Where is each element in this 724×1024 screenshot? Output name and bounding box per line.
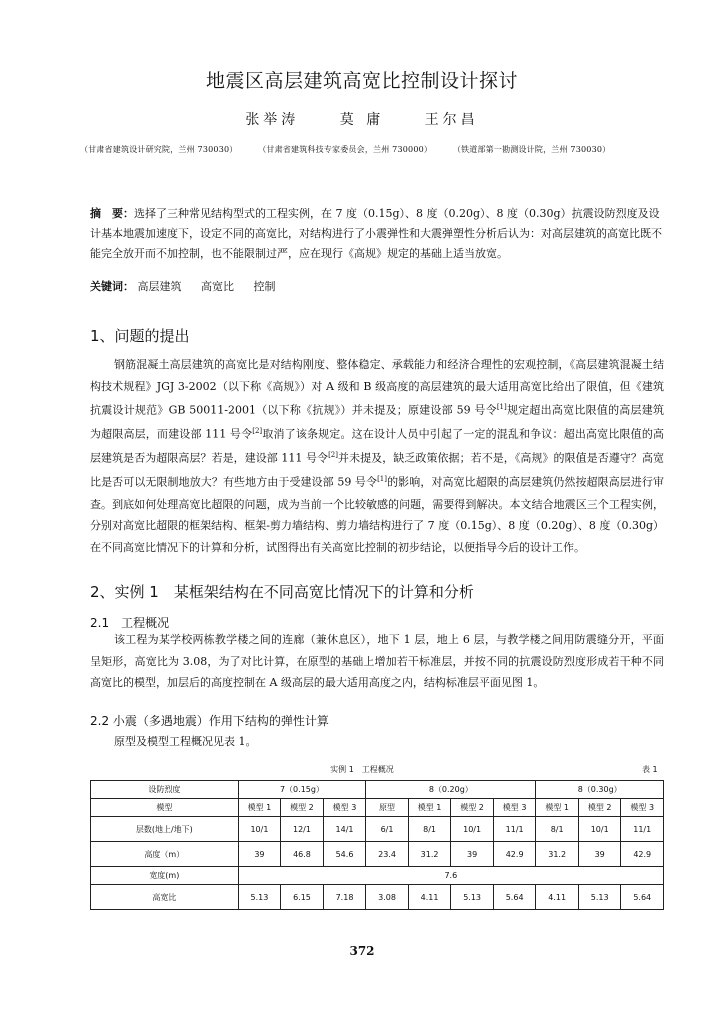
page-number: 372 [349, 944, 375, 958]
table-row [91, 885, 664, 910]
author-name: 张举涛 [245, 112, 300, 128]
table-cell: 42.9 [493, 842, 536, 867]
table-row [91, 817, 664, 842]
section-1-heading: 1、问题的提出 [90, 327, 190, 345]
table-cell: 46.8 [281, 842, 324, 867]
affiliation: （甘肃省建筑科技专家委员会，兰州 730000） [258, 145, 433, 154]
table-header-cell: 模型 3 [493, 799, 536, 817]
table-header-cell: 模型 2 [451, 799, 494, 817]
keyword: 高层建筑 [137, 280, 182, 293]
body-text: 取消了该条规定。这在设计人员中引起了一定的混乱和争议：超出高宽比限值的高层建筑是否为超限高层？若是，建设部 111 号令 [90, 427, 664, 465]
table-cell: 5.64 [621, 885, 664, 910]
table-header-cell: 模型 3 [323, 799, 366, 817]
table-cell: 8/1 [408, 817, 451, 842]
table-cell: 12/1 [281, 817, 324, 842]
section-2-heading: 2、实例 1 某框架结构在不同高宽比情况下的计算和分析 [90, 583, 474, 601]
table-header-cell: 模型 1 [238, 799, 281, 817]
section-1-body [90, 354, 664, 558]
table-header-cell: 模型 2 [281, 799, 324, 817]
table-header-cell: 模型 [91, 799, 239, 817]
table-cell: 3.08 [366, 885, 409, 910]
table-header-cell: 模型 1 [408, 799, 451, 817]
table-header-cell: 7（0.15g） [238, 781, 366, 799]
table-cell: 54.6 [323, 842, 366, 867]
table-header-cell: 模型 2 [578, 799, 621, 817]
table-row [91, 799, 664, 817]
subsection-2-2-heading: 2.2 小震（多遇地震）作用下结构的弹性计算 [90, 714, 329, 728]
body-text: 钢筋混凝土高层建筑的高宽比是对结构刚度、整体稳定、承载能力和经济合理性的宏观控制，《高层建筑混凝土结构技术规程》JGJ 3-2002（以下称《高规》）对 A 级和 B 级高度的高层建筑的最大适用高宽比给出了限值，但《建筑抗震设计规范》GB 50011-2001（以下称《抗规》）并未提及；原建设部 59 号令 [90, 358, 664, 417]
keywords-label: 关键词： [90, 280, 134, 293]
citation: [2] [252, 427, 263, 436]
table-cell: 6.15 [281, 885, 324, 910]
keywords [90, 278, 292, 294]
table-header-cell: 模型 3 [621, 799, 664, 817]
table-cell: 7.6 [238, 867, 663, 885]
affiliation: （铁道部第一勘测设计院，兰州 730030） [452, 145, 611, 154]
table-cell: 39 [238, 842, 281, 867]
table-cell: 5.13 [578, 885, 621, 910]
table-label: 表 1 [642, 765, 658, 774]
body-text: 的影响，对高宽比超限的高层建筑仍然按超限高层进行审查。到底如何处理高宽比超限的问题，成为当前一个比较敏感的问题，需要得到解决。本文结合地震区三个工程实例，分别对高宽比超限的框架结构、框架-剪力墙结构、剪力墙结构进行了 7 度（0.15g）、8 度（0.20g）、8 度（0.30g）在不同高宽比情况下的计算和分析，试图得出有关高宽比控制的初步结论，以便指导今后的设计工作。 [90, 476, 664, 554]
table-cell: 11/1 [621, 817, 664, 842]
abstract [90, 204, 664, 264]
author-list [0, 109, 724, 129]
table-cell: 14/1 [323, 817, 366, 842]
table-cell: 42.9 [621, 842, 664, 867]
table-header-cell: 8（0.20g） [366, 781, 536, 799]
table-row [91, 781, 664, 799]
table-cell: 4.11 [536, 885, 579, 910]
table-header-cell: 设防烈度 [91, 781, 239, 799]
table-cell: 10/1 [451, 817, 494, 842]
table-cell: 11/1 [493, 817, 536, 842]
table-cell: 10/1 [238, 817, 281, 842]
subsection-2-2-body: 原型及模型工程概况见表 1。 [114, 735, 257, 748]
keyword: 控制 [253, 280, 276, 293]
table-header-cell: 8（0.30g） [536, 781, 664, 799]
table-cell: 8/1 [536, 817, 579, 842]
table-row [91, 842, 664, 867]
keyword: 高宽比 [201, 280, 234, 293]
table-row-label: 宽度(m) [91, 867, 239, 885]
subsection-2-1-heading: 2.1 工程概况 [90, 616, 170, 630]
abstract-text: 选择了三种常见结构型式的工程实例，在 7 度（0.15g）、8 度（0.20g）、8 度（0.30g）抗震设防烈度及设计基本地震加速度下，设定不同的高宽比，对结构进行了小震弹性和大震弹塑性分析后认为：对高层建筑的高宽比既不能完全放开而不加控制，也不能限制过严，应在现行《高规》规定的基础上适当放宽。 [90, 207, 662, 260]
table-1 [90, 780, 664, 910]
table-caption: 实例 1 工程概况 [330, 765, 394, 774]
body-text: 并未提及，缺乏政策依据；若不是，《高规》的限值是否遵守？高宽比是否可以无限制地放大？有些地方由于受建设部 59 号令 [90, 451, 664, 490]
table-cell: 31.2 [536, 842, 579, 867]
table-header-cell: 原型 [366, 799, 409, 817]
table-cell: 5.13 [451, 885, 494, 910]
table-cell: 7.18 [323, 885, 366, 910]
table-cell: 31.2 [408, 842, 451, 867]
table-cell: 39 [451, 842, 494, 867]
table-cell: 6/1 [366, 817, 409, 842]
table-cell: 4.11 [408, 885, 451, 910]
abstract-label: 摘 要： [90, 207, 134, 220]
citation: [1] [377, 475, 387, 484]
table-cell: 10/1 [578, 817, 621, 842]
author-name: 莫 庸 [339, 112, 385, 128]
table-row [91, 867, 664, 885]
affiliations [80, 144, 628, 155]
citation: [2] [328, 451, 338, 460]
author-name: 王尔昌 [424, 112, 479, 128]
table-cell: 5.64 [493, 885, 536, 910]
table-cell: 39 [578, 842, 621, 867]
subsection-2-1-body: 该工程为某学校两栋教学楼之间的连廊（兼休息区），地下 1 层，地上 6 层，与教学楼之间用防震缝分开，平面呈矩形，高宽比为 3.08，为了对比计算，在原型的基础上增加若干标准层，并按不同的抗震设防烈度形成若干种不同高宽比的模型，加层后的高度控制在 A 级高层的最大适用高度之内，结构标准层平面见图 1。 [90, 633, 664, 689]
body-text: 规定超出高宽比限值的高层建筑为超限高层，而建设部 111 号令 [90, 403, 665, 441]
table-cell: 5.13 [238, 885, 281, 910]
table-cell: 23.4 [366, 842, 409, 867]
affiliation: （甘肃省建筑设计研究院，兰州 730030） [80, 145, 238, 154]
table-row-label: 层数(地上/地下) [91, 817, 239, 842]
paper-title: 地震区高层建筑高宽比控制设计探讨 [205, 70, 518, 92]
table-row-label: 高度（m） [91, 842, 239, 867]
table-row-label: 高宽比 [91, 885, 239, 910]
citation: [1] [496, 403, 507, 411]
table-header-cell: 模型 1 [536, 799, 579, 817]
